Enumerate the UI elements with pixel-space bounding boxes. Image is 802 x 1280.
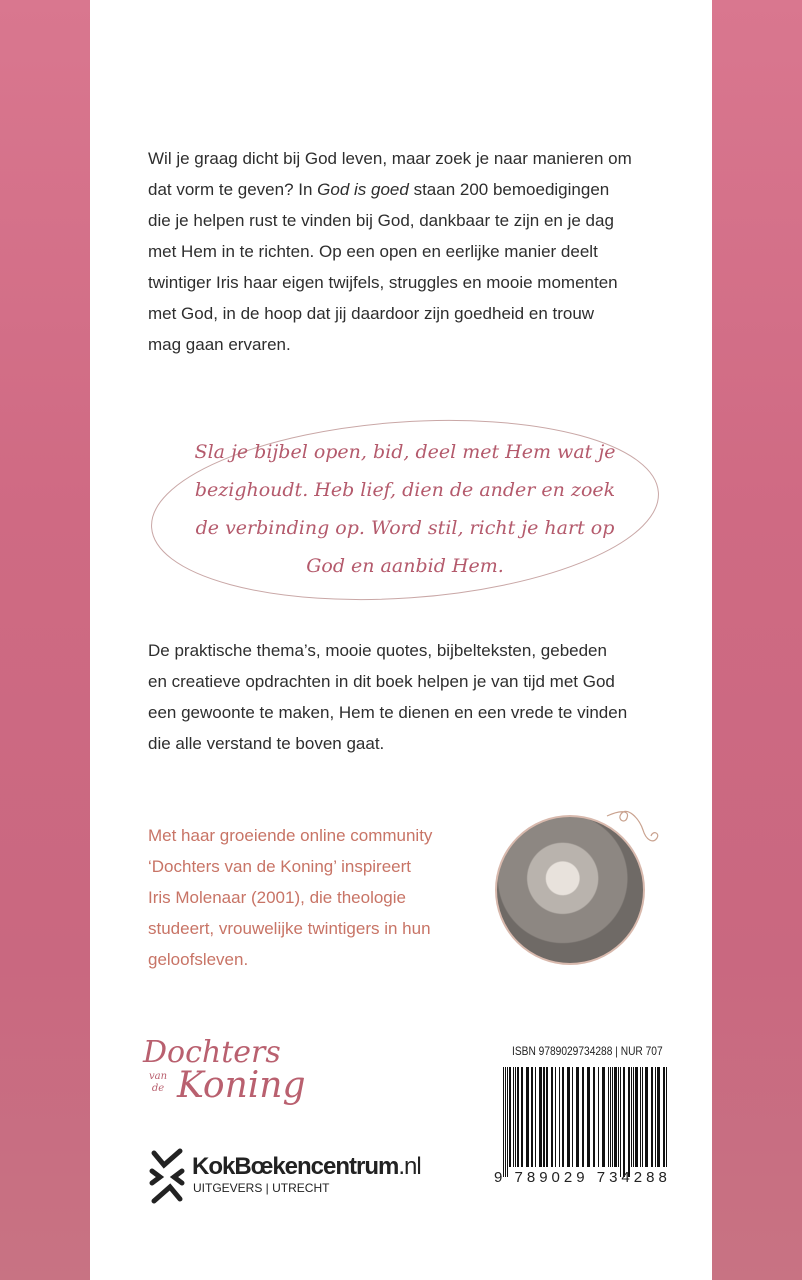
text-line: geloofsleven. [148,950,249,969]
isbn-text: ISBN 9789029734288 | NUR 707 [512,1044,663,1058]
dochters-van-de-koning-logo [143,1035,306,1106]
text-line: twintiger Iris haar eigen twijfels, struggles en mooie momenten [148,273,618,292]
logo-text: van [148,1071,168,1082]
quote-line: bezighoudt. Heb lief, dien de ander en zoek [194,479,616,501]
quote-line: Sla je bijbel open, bid, deel met Hem wat je [194,441,616,463]
publisher-name [192,1153,421,1181]
barcode-bar [555,1067,556,1167]
quote-line: God en aanbid Hem. [306,555,504,577]
barcode-bar [655,1067,656,1167]
barcode-bar [602,1067,605,1167]
text-line: met God, in de hoop dat jij daardoor zijn goedheid en trouw [148,304,595,323]
text-line: De praktische thema’s, mooie quotes, bijbelteksten, gebeden [148,641,607,660]
barcode-bar [521,1067,523,1167]
barcode-bar [620,1067,621,1177]
text-line: die alle verstand te boven gaat. [148,734,385,753]
barcode-bar [631,1067,632,1167]
barcode-bar [623,1067,625,1177]
barcode-bar [666,1067,667,1167]
logo-text: Dochters [143,1035,281,1070]
barcode-bar [582,1067,584,1167]
quote-bubble [148,418,662,602]
barcode-bar [505,1067,506,1177]
barcode [503,1067,671,1177]
barcode-bar [635,1067,638,1167]
publisher-mark-icon [148,1147,186,1205]
barcode-bar [651,1067,653,1167]
barcode-bar [598,1067,599,1167]
barcode-bar [551,1067,553,1167]
barcode-bar [612,1067,613,1167]
text-line: met Hem in te richten. Op een open en eerlijke manier deelt [148,242,598,261]
publisher-subtitle: UITGEVERS | UTRECHT [193,1181,330,1195]
barcode-bar [593,1067,595,1167]
text-line: Iris Molenaar (2001), die theologie [148,888,406,907]
barcode-bar [642,1067,643,1167]
barcode-bar [610,1067,611,1167]
quote-line: de verbinding op. Word stil, richt je hart op [195,517,615,539]
barcode-bar [645,1067,648,1167]
barcode-bar [576,1067,579,1167]
body-paragraph [148,635,627,759]
text-line: studeert, vrouwelijke twintigers in hun [148,919,431,938]
intro-paragraph [148,143,632,360]
barcode-bar [587,1067,590,1167]
text-line: en creatieve opdrachten in dit boek helpen je van tijd met God [148,672,615,691]
author-bio [148,820,432,975]
book-title: God is goed [317,180,409,199]
barcode-bar [503,1067,504,1177]
barcode-bar [633,1067,634,1167]
text-span: dat vorm te geven? In [148,180,318,199]
text-line: Met haar groeiende online community [148,826,433,845]
barcode-bar [572,1067,573,1167]
barcode-bar [614,1067,617,1167]
barcode-bar [543,1067,545,1167]
barcode-bar [535,1067,536,1167]
barcode-bar [628,1067,630,1177]
barcode-bar [608,1067,609,1167]
text-line: mag gaan ervaren. [148,335,291,354]
barcode-bar [513,1067,514,1167]
text-line: ‘Dochters van de Koning’ inspireert [148,857,412,876]
barcode-bar [526,1067,529,1167]
publisher-tld: .nl [398,1153,421,1180]
flourish-ornament [605,808,665,858]
text-line: een gewoonte te maken, Hem te dienen en een vrede te vinden [148,703,628,722]
barcode-bar [546,1067,548,1167]
barcode-bar [640,1067,641,1167]
barcode-bar [531,1067,533,1167]
barcode-bar [657,1067,660,1167]
logo-text: de [151,1083,165,1094]
barcode-bar [567,1067,570,1167]
barcode-bar [507,1067,508,1177]
quote-text [148,433,662,585]
barcode-bar [559,1067,560,1167]
logo-text: Koning [177,1065,306,1106]
barcode-bar [539,1067,542,1167]
text-span: staan 200 bemoedigingen [408,180,610,199]
barcode-digits: 9 789029 734288 [494,1169,671,1186]
barcode-bar [562,1067,564,1167]
barcode-bar [515,1067,516,1167]
barcode-bar [517,1067,519,1167]
text-line: Wil je graag dicht bij God leven, maar zoek je naar manieren om [148,149,632,168]
barcode-bar [509,1067,511,1167]
publisher-name-text: KokBœkencentrum [192,1153,399,1180]
text-line: die je helpen rust te vinden bij God, dankbaar te zijn en je dag [148,211,614,230]
barcode-bar [618,1067,619,1167]
logo-small [143,1071,173,1095]
barcode-bar [663,1067,665,1167]
text-line [148,174,632,205]
